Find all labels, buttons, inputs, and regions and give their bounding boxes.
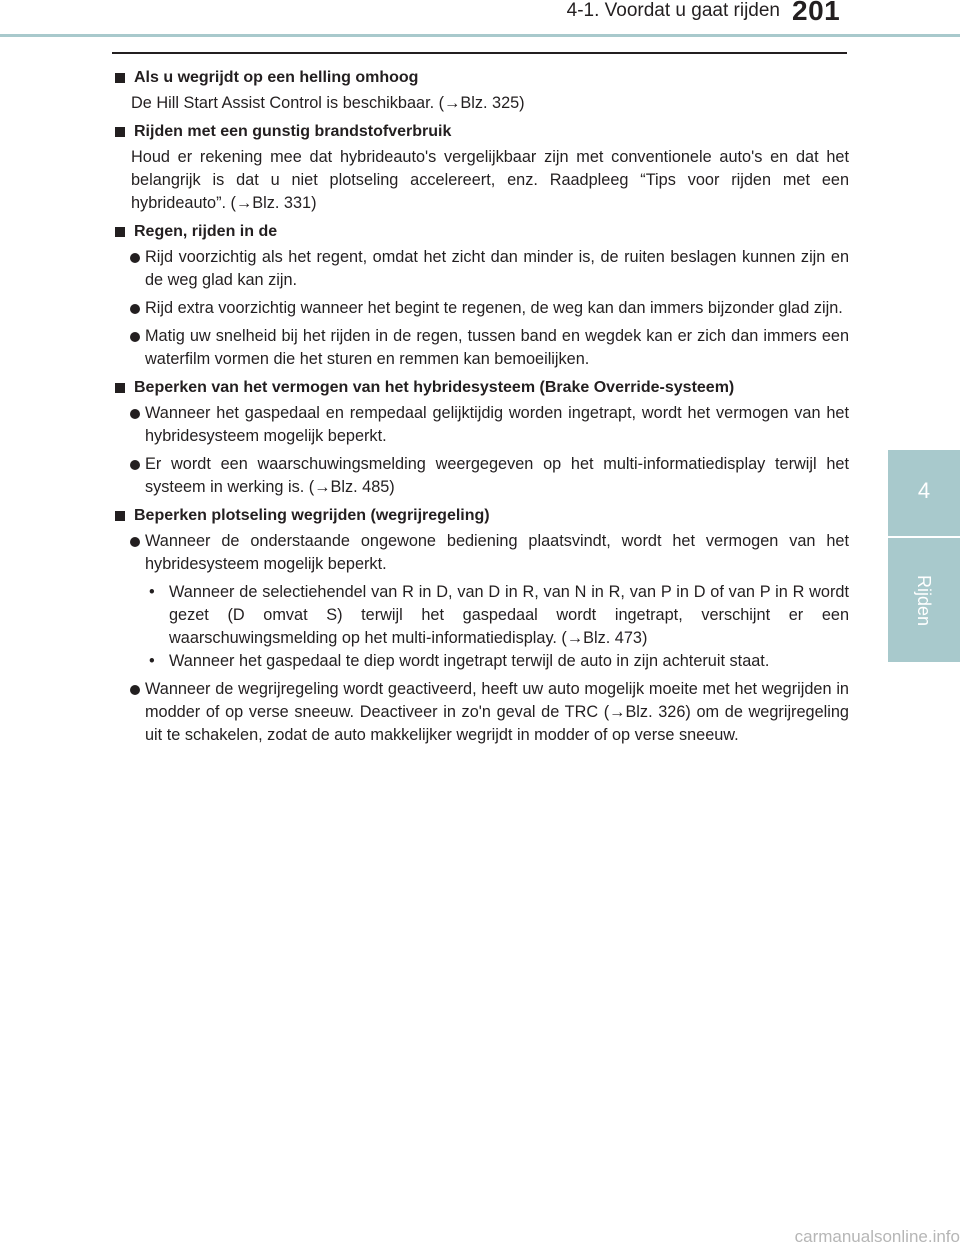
section-paragraph: De Hill Start Assist Control is beschikbaar. (→Blz. 325) [131,94,525,112]
chapter-label: Rijden [914,574,935,626]
watermark: carmanualsonline.info [794,1227,960,1246]
list-item [130,678,849,747]
section-heading-text: Regen, rijden in de [134,223,278,240]
round-bullet-icon [130,253,140,263]
header-divider [0,34,960,37]
list-item [130,453,849,499]
section-heading [112,220,849,243]
section-heading-text: Beperken van het vermogen van het hybridesysteem (Brake Override-systeem) [134,379,735,396]
list-item [130,297,849,320]
square-bullet-icon [115,127,125,137]
side-tab-separator [888,536,960,538]
sub-list-item [147,581,849,650]
header-section-title: 4-1. Voordat u gaat rijden [566,0,780,21]
round-bullet-icon [130,332,140,342]
list-item [130,402,849,448]
list-item-text: Matig uw snelheid bij het rijden in de regen, tussen band en wegdek kan er zich dan immers een waterfilm vormen die het sturen en remmen kan bemoeilijken. [145,327,849,368]
chapter-number: 4 [917,478,931,503]
section-heading-text: Beperken plotseling wegrijden (wegrijregeling) [134,507,490,524]
round-bullet-icon [130,685,140,695]
round-bullet-icon [130,460,140,470]
sub-list-item-text: Wanneer het gaspedaal te diep wordt ingetrapt terwijl de auto in zijn achteruit staat. [169,652,770,670]
round-bullet-icon [130,409,140,419]
list-item-text: Er wordt een waarschuwingsmelding weergegeven op het multi-informatiedisplay terwijl het systeem in werking is. (→Blz. 485) [145,455,849,496]
section-heading [112,376,849,399]
list-item-text: Wanneer de onderstaande ongewone bediening plaatsvindt, wordt het vermogen van het hybridesysteem mogelijk beperkt. [145,532,849,573]
content-top-rule [112,52,847,54]
round-bullet-icon [130,304,140,314]
page-number: 201 [792,0,841,26]
section-rain [112,220,849,371]
section-drive-start-control [112,504,849,747]
list-item-text: Wanneer de wegrijregeling wordt geactiveerd, heeft uw auto mogelijk moeite met het wegrijden in modder of op verse sneeuw. Deactiveer in zo'n geval de TRC (→Blz. 326) om de wegrijregeling uit te schakelen, zodat de auto makkelijker wegrijdt in modder of op verse sneeuw. [145,680,849,744]
section-heading [112,120,849,143]
sub-bullet-marker: • [149,652,155,670]
list-item [130,530,849,576]
section-brake-override [112,376,849,499]
square-bullet-icon [115,511,125,521]
sub-list-item-text: Wanneer de selectiehendel van R in D, van D in R, van N in R, van P in D of van P in R wordt gezet (D omvat S) terwijl het gaspedaal wordt ingetrapt, verschijnt er een waarschuwingsmelding op het multi-informatiedisplay. (→Blz. 473) [169,583,849,647]
section-paragraph: Houd er rekening mee dat hybrideauto's vergelijkbaar zijn met conventionele auto's en dat het belangrijk is dat u niet plotseling accelereert, enz. Raadpleeg “Tips voor rijden met een hybrideauto”. (→Blz. 331) [131,148,849,212]
chapter-label-wrapper [888,550,960,650]
section-heading [112,504,849,527]
round-bullet-icon [130,537,140,547]
section-fuel-economy [112,120,849,215]
sub-bullet-marker: • [149,583,155,601]
section-heading-text: Rijden met een gunstig brandstofverbruik [134,123,452,140]
list-item [130,325,849,371]
list-item-text: Rijd extra voorzichtig wanneer het begint te regenen, de weg kan dan immers bijzonder glad zijn. [145,299,843,317]
square-bullet-icon [115,73,125,83]
section-hill-start [112,66,849,115]
list-item [130,246,849,292]
list-item-text: Wanneer het gaspedaal en rempedaal gelijktijdig worden ingetrapt, wordt het vermogen van het hybridesysteem mogelijk beperkt. [145,404,849,445]
section-heading-text: Als u wegrijdt op een helling omhoog [134,69,419,86]
page-content [112,66,849,752]
sub-list-item [147,650,849,673]
square-bullet-icon [115,383,125,393]
square-bullet-icon [115,227,125,237]
section-heading [112,66,849,89]
list-item-text: Rijd voorzichtig als het regent, omdat het zicht dan minder is, de ruiten beslagen kunnen zijn en de weg glad kan zijn. [145,248,849,289]
